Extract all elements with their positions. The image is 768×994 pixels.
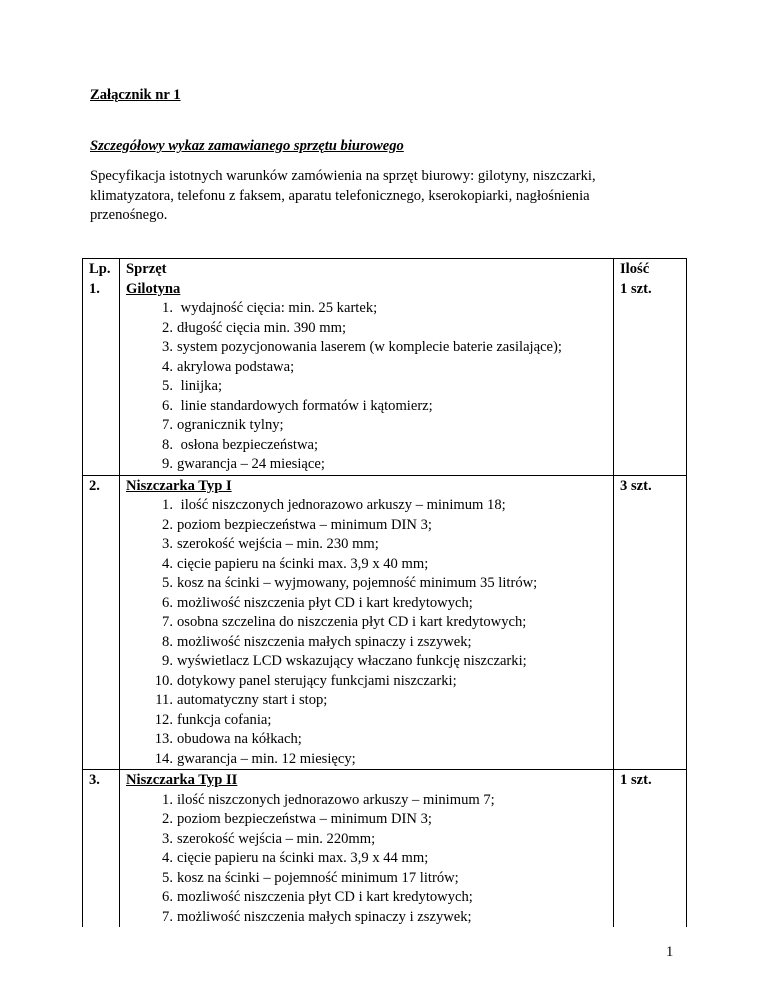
list-item (126, 672, 607, 692)
feature-text: dotykowy panel sterujący funkcjami niszczarki; (177, 672, 457, 689)
feature-text: system pozycjonowania laserem (w komplecie baterie zasilające); (177, 339, 562, 355)
feature-number: 9. (162, 456, 173, 472)
equipment-table (82, 258, 687, 927)
table-row (83, 259, 687, 476)
feature-number: 6. (162, 889, 173, 905)
feature-number: 7. (162, 614, 173, 630)
feature-number: 4. (162, 555, 173, 572)
equipment-table-body (83, 259, 687, 928)
list-item (126, 888, 607, 908)
feature-text: możliwość niszczenia małych spinaczy i zszywek; (177, 633, 472, 650)
list-item (126, 377, 607, 397)
list-item (126, 652, 607, 672)
lp-header: Lp. (89, 261, 111, 277)
page-number: 1 (666, 944, 674, 960)
list-item (126, 594, 607, 614)
quantity: 1 szt. (620, 772, 652, 788)
intro-paragraph (90, 167, 650, 226)
quantity: 1 szt. (620, 280, 652, 297)
feature-text: linie standardowych formatów i kątomierz; (177, 397, 433, 414)
feature-number: 3. (162, 339, 173, 355)
feature-list (126, 791, 607, 928)
item-name: Niszczarka Typ I (126, 477, 232, 494)
attachment-title: Załącznik nr 1 (90, 87, 181, 103)
feature-number: 7. (162, 908, 173, 925)
list-item (126, 711, 607, 731)
list-item (126, 416, 607, 436)
feature-number: 14. (154, 750, 173, 767)
feature-number: 5. (162, 575, 173, 591)
feature-number: 10. (154, 672, 173, 689)
list-item (126, 750, 607, 770)
feature-number: 2. (162, 811, 173, 827)
list-item (126, 849, 607, 869)
feature-text: szerokość wejścia – min. 230 mm; (177, 536, 379, 552)
list-item (126, 574, 607, 594)
feature-text: kosz na ścinki – pojemność minimum 17 litrów; (177, 869, 459, 886)
item-name: Gilotyna (126, 280, 181, 297)
table-row (83, 475, 687, 770)
list-item (126, 436, 607, 456)
feature-number: 4. (162, 850, 173, 866)
feature-text: gwarancja – min. 12 miesięcy; (177, 750, 356, 767)
list-item (126, 338, 607, 358)
list-item (126, 358, 607, 378)
item-cell (120, 770, 614, 928)
feature-text: szerokość wejścia – min. 220mm; (177, 830, 376, 847)
item-cell (120, 259, 614, 476)
intro-line: przenośnego. (90, 207, 168, 223)
qty-cell (614, 770, 687, 928)
list-item (126, 908, 607, 928)
list-item (126, 791, 607, 811)
item-cell (120, 475, 614, 770)
feature-number: 6. (162, 594, 173, 611)
feature-text: długość cięcia min. 390 mm; (177, 319, 347, 336)
list-item (126, 613, 607, 633)
feature-number: 3. (162, 830, 173, 847)
list-item (126, 496, 607, 516)
feature-number: 5. (162, 378, 173, 394)
feature-number: 8. (162, 633, 173, 650)
table-row (83, 770, 687, 928)
feature-number: 3. (162, 536, 173, 552)
list-item (126, 299, 607, 319)
quantity: 3 szt. (620, 477, 652, 494)
feature-text: wyświetlacz LCD wskazujący właczano funkcję niszczarki; (177, 653, 527, 669)
feature-number: 9. (162, 653, 173, 669)
list-item (126, 535, 607, 555)
feature-text: osobna szczelina do niszczenia płyt CD i kart kredytowych; (177, 614, 527, 630)
feature-number: 6. (162, 397, 173, 414)
row-number: 3. (89, 772, 100, 788)
list-item (126, 516, 607, 536)
list-item (126, 830, 607, 850)
feature-text: poziom bezpieczeństwa – minimum DIN 3; (177, 811, 432, 827)
feature-number: 2. (162, 516, 173, 533)
list-item (126, 869, 607, 889)
feature-text: linijka; (177, 378, 222, 394)
feature-number: 13. (154, 731, 173, 747)
lp-cell (83, 475, 120, 770)
feature-list (126, 496, 607, 769)
list-item (126, 633, 607, 653)
list-item (126, 397, 607, 417)
feature-number: 2. (162, 319, 173, 336)
item-header: Sprzęt (126, 261, 167, 277)
feature-text: cięcie papieru na ścinki max. 3,9 x 44 mm; (177, 850, 429, 866)
feature-number: 11. (155, 692, 173, 708)
feature-text: ogranicznik tylny; (177, 417, 284, 433)
intro-line: klimatyzatora, telefonu z faksem, aparatu telefonicznego, kserokopiarki, nagłośnienia (90, 187, 590, 204)
feature-text: wydajność cięcia: min. 25 kartek; (177, 300, 378, 316)
item-name: Niszczarka Typ II (126, 772, 238, 788)
row-number: 2. (89, 477, 100, 494)
feature-text: możliwość niszczenia małych spinaczy i zszywek; (177, 908, 472, 925)
qty-header: Ilość (620, 261, 650, 277)
list-item (126, 810, 607, 830)
document-subtitle: Szczegółowy wykaz zamawianego sprzętu biurowego (90, 138, 404, 154)
list-item (126, 691, 607, 711)
feature-number: 1. (162, 300, 173, 316)
feature-number: 1. (162, 791, 173, 808)
qty-cell (614, 259, 687, 476)
list-item (126, 319, 607, 339)
feature-text: gwarancja – 24 miesiące; (177, 456, 325, 472)
feature-number: 5. (162, 869, 173, 886)
feature-text: kosz na ścinki – wyjmowany, pojemność minimum 35 litrów; (177, 575, 538, 591)
row-number: 1. (89, 280, 100, 297)
feature-text: możliwość niszczenia płyt CD i kart kredytowych; (177, 594, 473, 611)
feature-text: poziom bezpieczeństwa – minimum DIN 3; (177, 516, 432, 533)
list-item (126, 730, 607, 750)
feature-text: mozliwość niszczenia płyt CD i kart kredytowych; (177, 889, 473, 905)
feature-number: 1. (162, 497, 173, 513)
list-item (126, 455, 607, 475)
feature-text: ilość niszczonych jednorazowo arkuszy – minimum 7; (177, 791, 495, 808)
feature-number: 8. (162, 436, 173, 453)
feature-number: 12. (154, 711, 173, 728)
feature-number: 7. (162, 417, 173, 433)
feature-text: funkcja cofania; (177, 711, 272, 728)
feature-text: osłona bezpieczeństwa; (177, 436, 319, 453)
feature-text: automatyczny start i stop; (177, 692, 328, 708)
feature-list (126, 299, 607, 475)
lp-cell (83, 770, 120, 928)
feature-text: cięcie papieru na ścinki max. 3,9 x 40 mm; (177, 555, 429, 572)
feature-number: 4. (162, 358, 173, 375)
intro-line: Specyfikacja istotnych warunków zamówienia na sprzęt biurowy: gilotyny, niszczarki, (90, 168, 596, 184)
feature-text: ilość niszczonych jednorazowo arkuszy – minimum 18; (177, 497, 506, 513)
qty-cell (614, 475, 687, 770)
lp-cell (83, 259, 120, 476)
list-item (126, 555, 607, 575)
feature-text: akrylowa podstawa; (177, 358, 295, 375)
feature-text: obudowa na kółkach; (177, 731, 302, 747)
